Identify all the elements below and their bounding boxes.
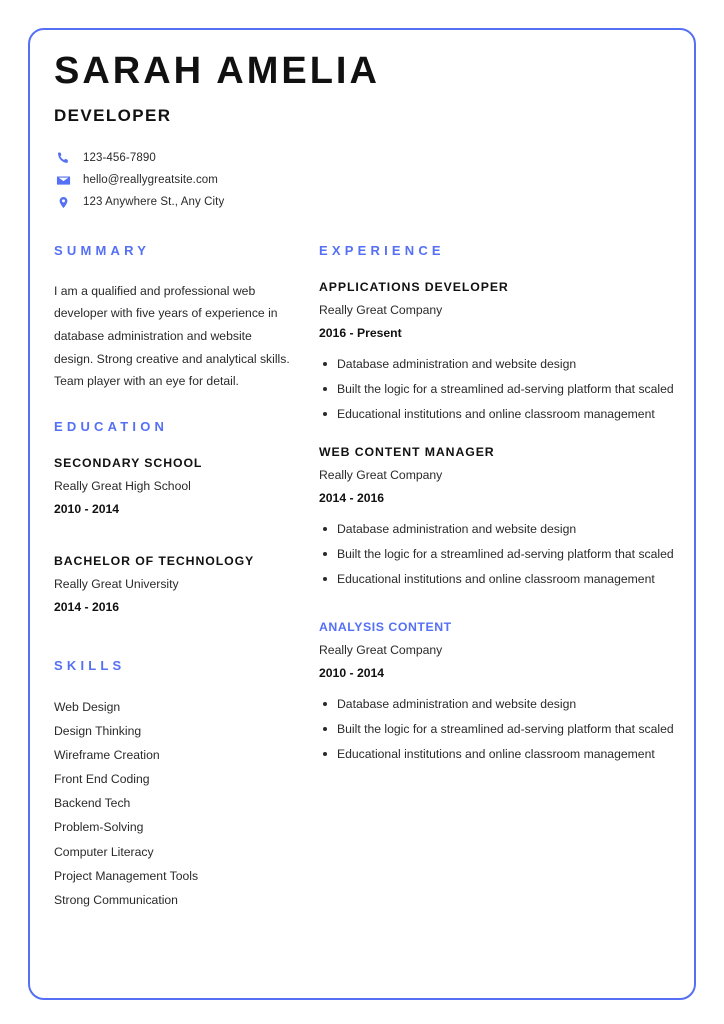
education-entry-institution: Really Great University bbox=[54, 576, 179, 591]
section-title-experience: EXPERIENCE bbox=[319, 242, 445, 258]
skills-list bbox=[54, 695, 294, 912]
education-entry-title: BACHELOR OF TECHNOLOGY bbox=[54, 553, 255, 568]
envelope-icon bbox=[54, 171, 72, 189]
experience-entry bbox=[319, 445, 674, 590]
list-item: Computer Literacy bbox=[54, 844, 154, 859]
education-entry-institution: Really Great High School bbox=[54, 478, 191, 493]
left-column bbox=[54, 243, 294, 912]
list-item: Built the logic for a streamlined ad-serving platform that scaled bbox=[337, 379, 674, 400]
experience-bullet-list bbox=[319, 519, 674, 590]
experience-entry-dates: 2014 - 2016 bbox=[319, 490, 385, 505]
list-item: Front End Coding bbox=[54, 772, 150, 787]
experience-entry-company: Really Great Company bbox=[319, 467, 443, 482]
list-item: Strong Communication bbox=[54, 892, 178, 907]
list-item: Built the logic for a streamlined ad-serving platform that scaled bbox=[337, 544, 674, 565]
candidate-role: DEVELOPER bbox=[54, 105, 172, 125]
contact-list bbox=[54, 148, 674, 213]
education-entry bbox=[54, 554, 294, 614]
list-item: Wireframe Creation bbox=[54, 748, 160, 763]
section-title-education: EDUCATION bbox=[54, 418, 169, 434]
list-item: Educational institutions and online classroom management bbox=[337, 404, 674, 425]
experience-entry-company: Really Great Company bbox=[319, 642, 443, 657]
experience-bullet-list bbox=[319, 354, 674, 425]
resume-columns bbox=[54, 243, 674, 912]
list-item: Built the logic for a streamlined ad-serving platform that scaled bbox=[337, 719, 674, 740]
section-title-skills: SKILLS bbox=[54, 657, 126, 673]
experience-entry-title: ANALYSIS CONTENT bbox=[319, 619, 452, 634]
contact-item-email bbox=[54, 170, 674, 191]
list-item: Backend Tech bbox=[54, 796, 131, 811]
list-item: Project Management Tools bbox=[54, 868, 199, 883]
location-pin-icon bbox=[54, 193, 72, 211]
education-entry-dates: 2014 - 2016 bbox=[54, 599, 120, 614]
experience-entry bbox=[319, 280, 674, 425]
experience-entry-dates: 2010 - 2014 bbox=[319, 665, 385, 680]
education-entry-dates: 2010 - 2014 bbox=[54, 501, 120, 516]
list-item: Database administration and website design bbox=[337, 354, 674, 375]
education-entry bbox=[54, 456, 294, 516]
phone-icon bbox=[54, 149, 72, 167]
experience-entry-title: APPLICATIONS DEVELOPER bbox=[319, 279, 509, 294]
contact-address-text: 123 Anywhere St., Any City bbox=[83, 196, 225, 209]
education-entry-title: SECONDARY SCHOOL bbox=[54, 455, 203, 470]
list-item: Educational institutions and online classroom management bbox=[337, 569, 674, 590]
right-column bbox=[319, 243, 674, 769]
experience-entry-title: WEB CONTENT MANAGER bbox=[319, 444, 495, 459]
contact-email-text: hello@reallygreatsite.com bbox=[83, 174, 218, 187]
experience-entry-dates: 2016 - Present bbox=[319, 325, 402, 340]
list-item: Database administration and website design bbox=[337, 694, 674, 715]
resume-content bbox=[54, 52, 674, 912]
section-title-summary: SUMMARY bbox=[54, 242, 151, 258]
list-item: Problem-Solving bbox=[54, 820, 144, 835]
candidate-name: SARAH AMELIA bbox=[54, 50, 380, 92]
list-item: Educational institutions and online classroom management bbox=[337, 744, 674, 765]
experience-bullet-list bbox=[319, 694, 674, 765]
list-item: Database administration and website design bbox=[337, 519, 674, 540]
experience-entry-company: Really Great Company bbox=[319, 302, 443, 317]
list-item: Web Design bbox=[54, 699, 121, 714]
summary-text: I am a qualified and professional web developer with five years of experience in database administration and website design. Strong creative and analytical skills. Team player with an eye for detail. bbox=[54, 283, 290, 389]
experience-entry bbox=[319, 620, 674, 765]
list-item: Design Thinking bbox=[54, 723, 142, 738]
contact-item-address bbox=[54, 192, 674, 213]
contact-item-phone bbox=[54, 148, 674, 169]
contact-phone-text: 123-456-7890 bbox=[83, 152, 156, 165]
